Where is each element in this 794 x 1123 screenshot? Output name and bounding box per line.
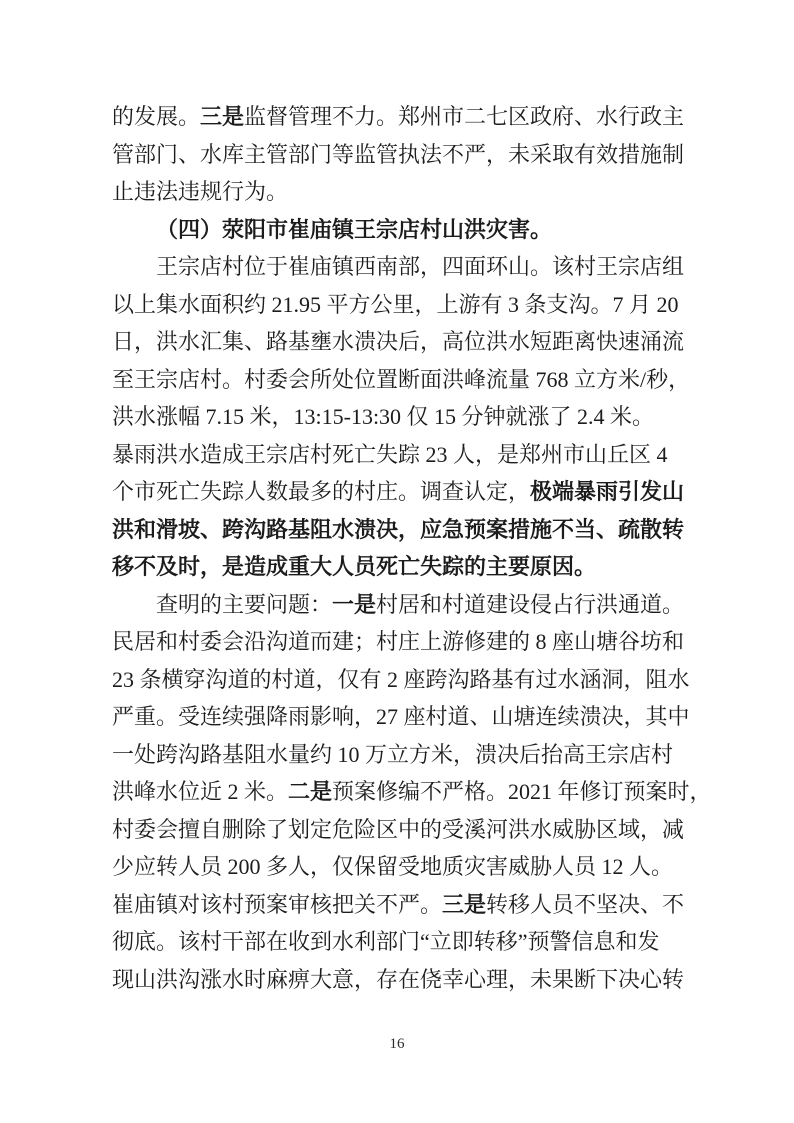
text-run: 洪水涨幅 7.15 米，13:15-13:30 仅 15 分钟就涨了 2.4 米。 (112, 404, 655, 429)
text-run: 日，洪水汇集、路基壅水溃决后，高位洪水短距离快速涌流 (112, 329, 685, 354)
text-line (112, 736, 684, 774)
text-run: 现山洪沟涨水时麻痹大意，存在侥幸心理，未果断下决心转 (112, 966, 685, 992)
text-line (112, 323, 684, 361)
bold-text-run: 极端暴雨引发山 (530, 479, 685, 504)
text-run: 暴雨洪水造成王宗店村死亡失踪 23 人，是郑州市山丘区 4 (112, 441, 668, 467)
text-run: 民居和村委会沿沟道而建；村庄上游修建的 8 座山塘谷坊和 (112, 629, 685, 654)
text-run: 王宗店村位于崔庙镇西南部，四面环山。该村王宗店组 (156, 254, 685, 279)
text-run: 以上集水面积约 21.95 平方公里，上游有 3 条支沟。7 月 20 (112, 291, 679, 317)
text-run: 的发展。 (112, 104, 201, 129)
text-run: 一处跨沟路基阻水量约 10 万立方米，溃决后抬高王宗店村 (112, 741, 674, 767)
text-line (112, 136, 684, 174)
text-run: 严重。受连续强降雨影响，27 座村道、山塘连续溃决，其中 (112, 704, 690, 729)
text-run: 村居和村道建设侵占行洪通道。 (376, 591, 685, 617)
text-run: 至王宗店村。村委会所处位置断面洪峰流量 768 立方米/秒， (112, 366, 691, 392)
text-run: 监督管理不力。郑州市二七区政府、水行政主 (244, 104, 685, 129)
text-run: 转移人员不坚决、不 (486, 891, 685, 917)
text-line (112, 473, 684, 511)
bold-text-run: 三是 (200, 104, 245, 129)
text-line (112, 811, 684, 849)
text-run: 彻底。该村干部在收到水利部门“立即转移”预警信息和发 (112, 929, 660, 954)
bold-text-run: 洪和滑坡、跨沟路基阻水溃决，应急预案措施不当、疏散转 (112, 516, 685, 542)
text-run: 少应转人员 200 多人，仅保留受地质灾害威胁人员 12 人。 (112, 854, 674, 879)
text-line (112, 286, 684, 324)
bold-text-run: 三是 (442, 891, 487, 917)
text-line (112, 698, 690, 736)
text-run: 个市死亡失踪人数最多的村庄。调查认定， (112, 479, 531, 504)
text-line (112, 398, 684, 436)
text-run: 洪峰水位近 2 米。 (112, 779, 289, 804)
text-line (112, 586, 684, 624)
text-line (112, 548, 684, 586)
text-run: 23 条横穿沟道的村道，仅有 2 座跨沟路基有过水涵洞，阻水 (112, 666, 690, 692)
text-run: 管部门、水库主管部门等监管执法不严，未采取有效措施制 (112, 141, 685, 167)
text-line (112, 436, 684, 474)
text-line (112, 923, 684, 961)
bold-text-run: 移不及时，是造成重大人员死亡失踪的主要原因。 (112, 554, 597, 579)
text-run: 查明的主要问题： (156, 591, 333, 617)
text-line (112, 623, 684, 661)
text-run: 止违法违规行为。 (112, 179, 289, 204)
text-line (112, 848, 684, 886)
bold-text-run: 一是 (332, 591, 377, 617)
text-line (112, 511, 684, 549)
page-number: 16 (389, 1036, 405, 1052)
text-run: 预案修编不严格。2021 年修订预案时， (332, 779, 712, 804)
text-run: 崔庙镇对该村预案审核把关不严。 (112, 891, 443, 917)
text-line (112, 886, 684, 924)
text-block (112, 98, 712, 998)
bold-text-run: （四）荥阳市崔庙镇王宗店村山洪灾害。 (156, 216, 553, 242)
text-line (112, 98, 684, 136)
text-line (112, 248, 684, 286)
bold-text-run: 二是 (288, 779, 333, 804)
text-line (112, 961, 684, 999)
text-line (112, 773, 712, 811)
text-run: 村委会擅自删除了划定危险区中的受溪河洪水威胁区域，减 (112, 816, 685, 842)
text-line (112, 173, 684, 211)
text-line (112, 661, 690, 699)
text-line (112, 361, 691, 399)
section-heading (112, 211, 684, 249)
